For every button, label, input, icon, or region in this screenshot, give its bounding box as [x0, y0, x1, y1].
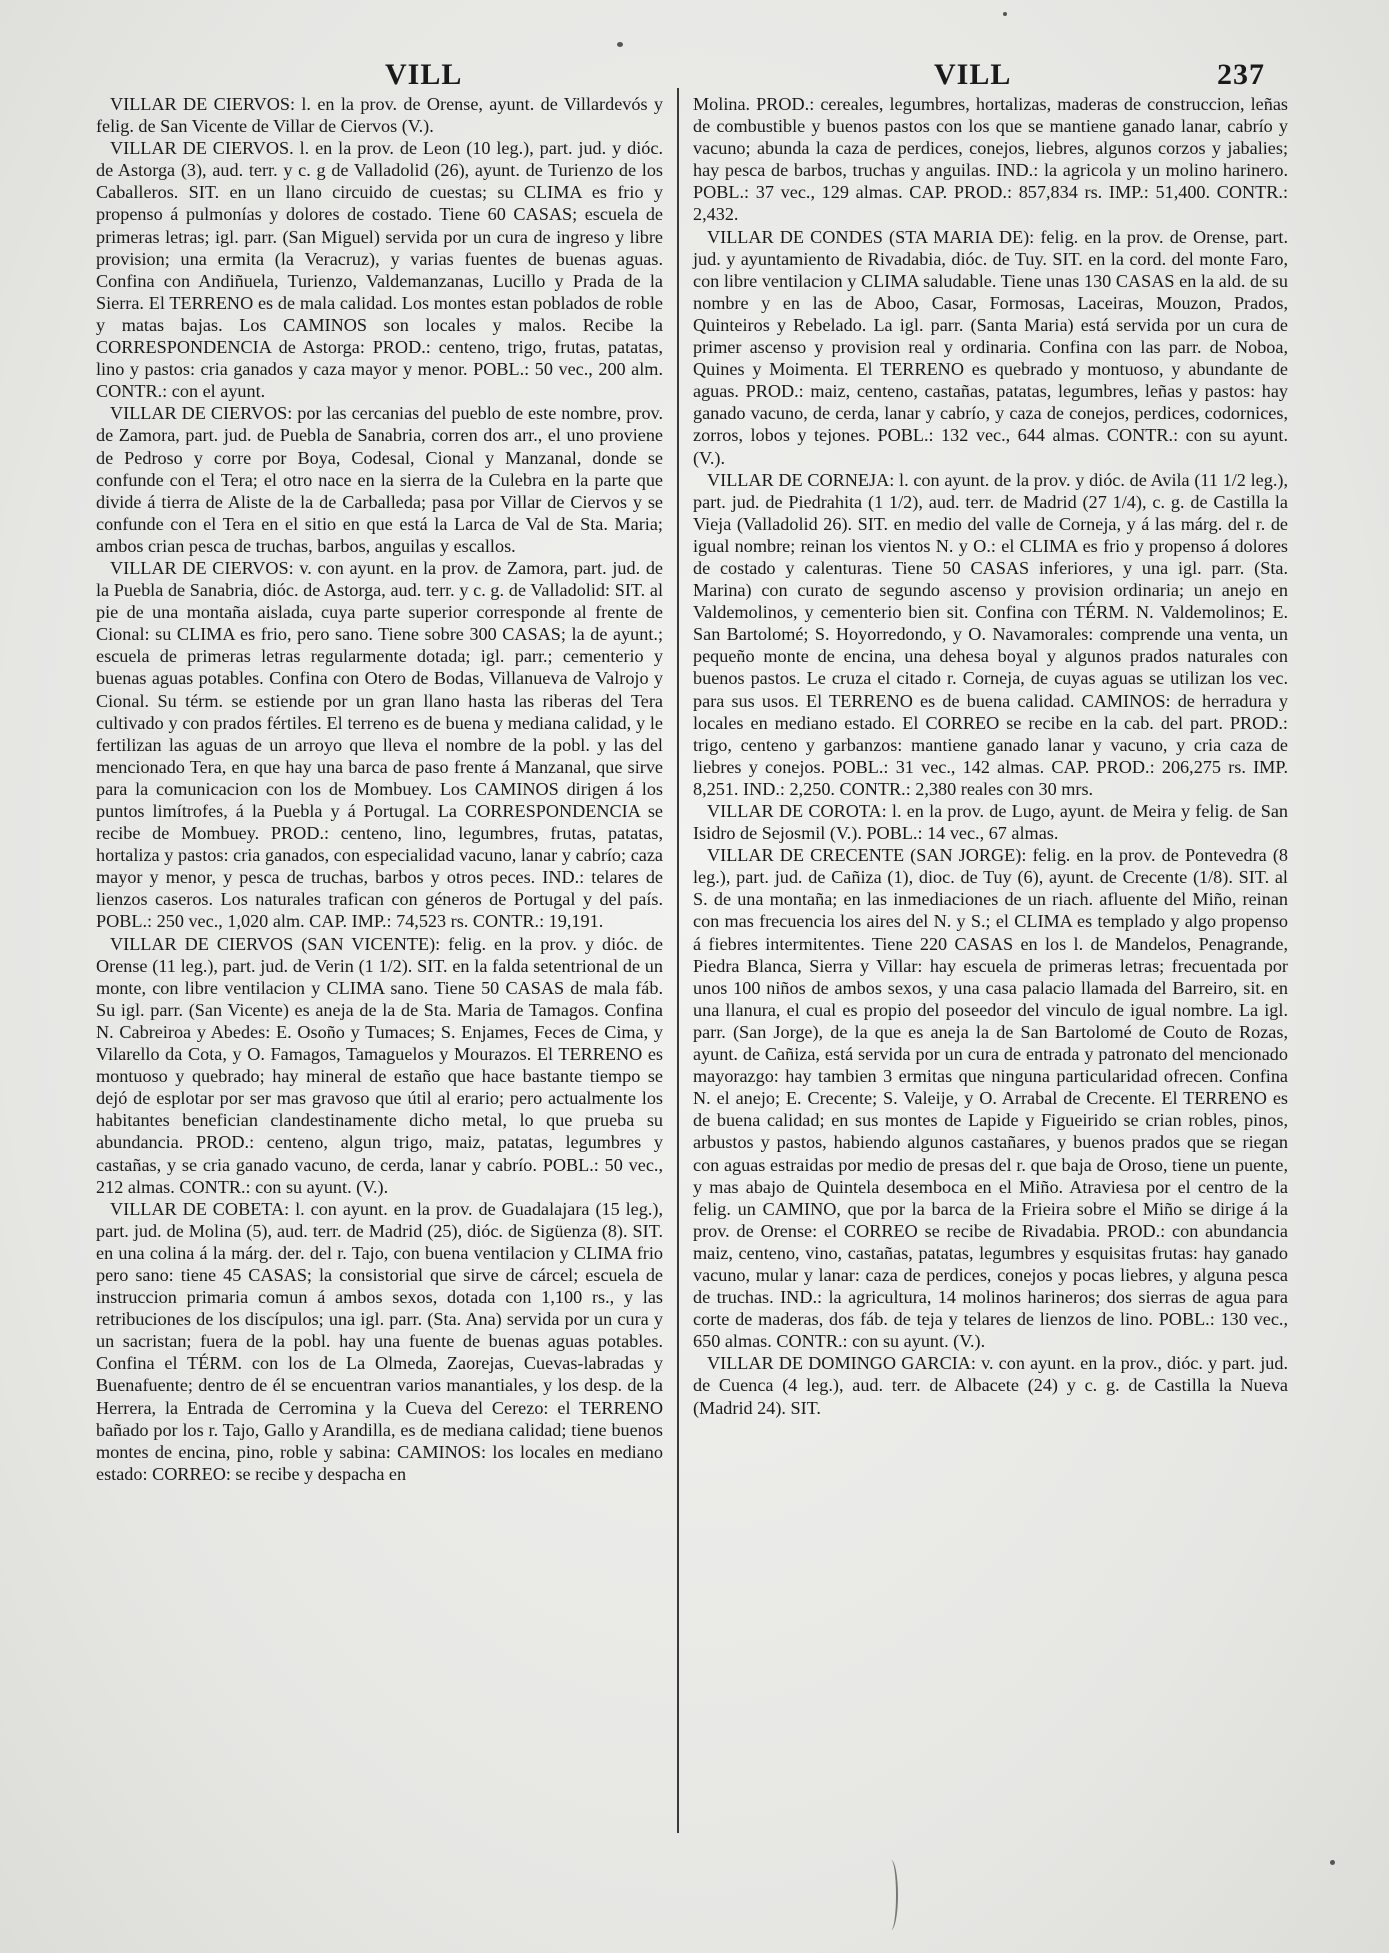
entry-villar-de-ciervos-arroyos: VILLAR DE CIERVOS: por las cercanias del pueblo de este nombre, prov. de Zamora, part. jud. de Puebla de Sanabria, corren dos arr., el uno proviene de Pedroso y corre por Boya, Codesal, Cional y Manzanal, donde se confunde con el Tera; el otro nace en la sierra de la Culebra en la parte que divide á tierra de Aliste de la de Carballeda; pasa por Villar de Ciervos y se confunde con el Tera en el sitio en que está la Larca de Val de Sta. Maria; ambos crian pesca de truchas, barbos, anguilas y escallos.	[96, 403, 663, 556]
entry-villar-de-ciervos-san-vicente: VILLAR DE CIERVOS (SAN VICENTE): felig. en la prov. y dióc. de Orense (11 leg.), part. jud. de Verin (1 1/2). SIT. en la falda setentrional de un monte, con libre ventilacion y CLIMA sano. Tiene 50 CASAS de mala fáb. Su igl. parr. (San Vicente) es aneja de la de Sta. Maria de Tamagos. Confina N. Cabreiroa y Abedes: E. Osoño y Tumaces; S. Enjames, Feces de Cima, y Vilarello da Cota, y O. Famagos, Tamaguelos y Mourazos. El TERRENO es montuoso y quebrado; hay mineral de estaño que hace bastante tiempo se dejó de esplotar por ser mas gravoso que útil al erario; pero actualmente los habitantes benefician clandestinamente dicho metal, lo que prueba su abundancia. PROD.: centeno, algun trigo, maiz, patatas, legumbres y castañas, y se cria ganado vacuno, de cerda, lanar y cabrío. POBL.: 50 vec., 212 almas. CONTR.: con su ayunt. (V.).	[96, 933, 663, 1197]
running-head-right: VILL	[934, 58, 1012, 91]
entry-villar-de-cobeta-continued: Molina. PROD.: cereales, legumbres, hortalizas, maderas de construccion, leñas de combustible y buenos pastos con los que se mantiene ganado lanar, cabrío y vacuno; abunda la caza de perdices, conejos, liebres, algunos corzos y jabalies; hay pesca de barbos, truchas y anguilas. IND.: la agricola y un molino harinero. POBL.: 37 vec., 129 almas. CAP. PROD.: 857,834 rs. IMP.: 51,400. CONTR.: 2,432.	[693, 94, 1288, 225]
entry-villar-de-ciervos-zamora: VILLAR DE CIERVOS: v. con ayunt. en la prov. de Zamora, part. jud. de la Puebla de Sanabria, dióc. de Astorga, aud. terr. y c. g. de Valladolid: SIT. al pie de una montaña aislada, cuya parte superior corresponde al frente de Cional: su CLIMA es frio, pero sano. Tiene sobre 300 CASAS; la de ayunt.; escuela de primeras letras regularmente dotada; igl. parr.; cementerio y buenas aguas potables. Confina con Otero de Bodas, Villanueva de Valrojo y Cional. Su térm. se estiende por un gran llano hasta las riberas del Tera cultivado y con prados fértiles. El terreno es de buena y mediana calidad, y le fertilizan las aguas de un arroyo que lleva el nombre de la pobl. y las del mencionado Tera, en que hay una barca de paso frente á Manzanal, que sirve para la comunicacion con los de Mombuey. Los CAMINOS dirigen á los puntos limítrofes, á la Puebla y á Portugal. La CORRESPONDENCIA se recibe de Mombuey. PROD.: centeno, lino, legumbres, frutas, patatas, hortaliza y pastos: cria ganados, con especialidad vacuno, lanar y cabrío; caza mayor y menor, y pesca de truchas, barbos y otros peces. IND.: telares de lienzos caseros. Los naturales trafican con géneros de Portugal y del país. POBL.: 250 vec., 1,020 alm. CAP. IMP.: 74,523 rs. CONTR.: 19,191.	[96, 557, 663, 932]
right-column	[693, 93, 1288, 1419]
entry-villar-de-ciervos-orense: VILLAR DE CIERVOS: l. en la prov. de Orense, ayunt. de Villardevós y felig. de San Vicente de Villar de Ciervos (V.).	[96, 94, 663, 137]
page-number: 237	[1217, 58, 1265, 91]
entry-villar-de-ciervos-leon: VILLAR DE CIERVOS. l. en la prov. de Leon (10 leg.), part. jud. y dióc. de Astorga (3), aud. terr. y c. g de Valladolid (26), ayunt. de Turienzo de los Caballeros. SIT. en un llano circuido de cuestas; su CLIMA es frio y propenso á pulmonías y dolores de costado. Tiene 60 CASAS; escuela de primeras letras; igl. parr. (San Miguel) servida por un cura de ingreso y libre provision; una ermita (la Veracruz), y varias fuentes de buenas aguas. Confina con Andiñuela, Turienzo, Valdemanzanas, Lucillo y Prada de la Sierra. El TERRENO es de mala calidad. Los montes estan poblados de roble y matas bajas. Los CAMINOS son locales y malos. Recibe la CORRESPONDENCIA de Astorga: PROD.: centeno, trigo, frutas, patatas, lino y pastos: cria ganados y caza mayor y menor. POBL.: 50 vec., 200 alm. CONTR.: con el ayunt.	[96, 138, 663, 402]
entry-villar-de-condes: VILLAR DE CONDES (STA MARIA DE): felig. en la prov. de Orense, part. jud. y ayuntamiento de Rivadabia, dióc. de Tuy. SIT. en la cord. del monte Faro, con libre ventilacion y CLIMA saludable. Tiene unas 130 CASAS en la ald. de su nombre y en las de Aboo, Casar, Formosas, Laceiras, Mouzon, Prados, Quinteiros y Rebelado. La igl. parr. (Santa Maria) está servida por un cura de primer ascenso y provision real y ordinaria. Confina con las parr. de Noboa, Quines y Moimenta. El TERRENO es quebrado y montuoso, y abundante de aguas. PROD.: maiz, centeno, castañas, patatas, legumbres, leñas y pastos: hay ganado vacuno, de cerda, lanar y cabrío, y caza de conejos, perdices, codornices, zorros, lobos y tejones. POBL.: 132 vec., 644 almas. CONTR.: con su ayunt. (V.).	[693, 226, 1288, 468]
left-column	[96, 93, 663, 1485]
column-divider	[677, 88, 679, 1833]
paper-speck	[1003, 12, 1007, 16]
paper-speck	[1330, 1860, 1335, 1865]
entry-villar-de-corota: VILLAR DE COROTA: l. en la prov. de Lugo, ayunt. de Meira y felig. de San Isidro de Sejosmil (V.). POBL.: 14 vec., 67 almas.	[693, 801, 1288, 844]
entry-villar-de-cobeta: VILLAR DE COBETA: l. con ayunt. en la prov. de Guadalajara (15 leg.), part. jud. de Molina (5), aud. terr. de Madrid (25), dióc. de Sigüenza (8). SIT. en una colina á la márg. der. del r. Tajo, con buena ventilacion y CLIMA frio pero sano: tiene 45 CASAS; la consistorial que sirve de cárcel; escuela de instruccion primaria comun á ambos sexos, dotada con 1,100 rs., y las retribuciones de los discípulos; una igl. parr. (Sta. Ana) servida por un cura y un sacristan; fuera de la pobl. hay una fuente de buenas aguas potables. Confina el TÉRM. con los de La Olmeda, Zaorejas, Cuevas-labradas y Buenafuente; dentro de él se encuentran varios manantiales, y los desp. de la Herrera, la Entrada de Cerromina y la Cueva del Cerezo: el TERRENO bañado por los r. Tajo, Gallo y Arandilla, es de mediana calidad; tiene buenos montes de encina, pino, roble y sabina: CAMINOS: los locales en mediano estado: CORREO: se recibe y despacha en	[96, 1198, 663, 1484]
paper-speck	[617, 42, 623, 47]
entry-villar-de-corneja: VILLAR DE CORNEJA: l. con ayunt. de la prov. y dióc. de Avila (11 1/2 leg.), part. jud. de Piedrahita (1 1/2), aud. terr. de Madrid (27 1/4), c. g. de Castilla la Vieja (Valladolid 26). SIT. en medio del valle de Corneja, y á las márg. del r. de igual nombre; reinan los vientos N. y O.: el CLIMA es frio y propenso á dolores de costado y calenturas. Tiene 50 CASAS inferiores, y una igl. parr. (Sta. Marina) con curato de segundo ascenso y provision ordinaria; un anejo en Valdemolinos, y cementerio bien sit. Confina con TÉRM. N. Valdemolinos; E. San Bartolomé; S. Hoyorredondo, y O. Navamorales: comprende una venta, un pequeño monte de encina, una dehesa boyal y algunos prados naturales con buenos pastos. Le cruza el citado r. Corneja, de cuyas aguas se utilizan los vec. para sus usos. El TERRENO es de buena calidad. CAMINOS: de herradura y locales en mediano estado. El CORREO se recibe en la cab. del part. PROD.: trigo, centeno y garbanzos: mantiene ganado lanar y vacuno, y cria caza de liebres y conejos. POBL.: 31 vec., 142 almas. CAP. PROD.: 206,275 rs. IMP. 8,251. IND.: 2,250. CONTR.: 2,380 reales con 30 mrs.	[693, 469, 1288, 799]
running-head-left: VILL	[385, 58, 463, 91]
entry-villar-de-crecente: VILLAR DE CRECENTE (SAN JORGE): felig. en la prov. de Pontevedra (8 leg.), part. jud. de Cañiza (1), dioc. de Tuy (6), ayunt. de Crecente (1/8). SIT. al S. de una montaña; en las inmediaciones de un riach. afluente del Miño, reinan con mas frecuencia los aires del N. y S.; el CLIMA es templado y algo propenso á fiebres intermitentes. Tiene 220 CASAS en los l. de Mandelos, Penagrande, Piedra Blanca, Sierra y Villar: hay escuela de primeras letras; frecuentada por unos 100 niños de ambos sexos, y una casa palacio llamada del Barreiro, sit. en una llanura, el cual es propio del poseedor del vinculo de igual nombre. La igl. parr. (San Jorge), de la que es aneja la de San Bartolomé de Couto de Rozas, ayunt. de Cañiza, está servida por un cura de entrada y patronato del mencionado mayorazgo: hay tambien 3 ermitas que ninguna particularidad ofrecen. Confina N. el anejo; E. Crecente; S. Valeije, y O. Arrabal de Crecente. El TERRENO es de buena calidad; en sus montes de Lapide y Figueirido se crian robles, pinos, arbustos y pastos, habiendo algunos castañares, y buenos prados que se riegan con aguas estraidas por medio de presas del r. que baja de Oroso, tiene un puente, y mas abajo de Quintela desemboca en el Miño. Atraviesa por el centro de la felig. un CAMINO, que por la barca de la Frieira sobre el Miño se dirige á la prov. de Orense: el CORREO se recibe de Rivadabia. PROD.: con abundancia maiz, centeno, vino, castañas, patatas, legumbres y esquisitas frutas: hay ganado vacuno, mular y lanar: caza de perdices, conejos y pocas liebres, y alguna pesca de truchas. IND.: la agricultura, 14 molinos harineros; dos sierras de agua para corte de maderas, dos fáb. de teja y telares de lienzos de lino. POBL.: 130 vec., 650 almas. CONTR.: con su ayunt. (V.).	[693, 845, 1288, 1352]
paper-stain	[884, 1860, 898, 1930]
entry-villar-de-domingo-garcia: VILLAR DE DOMINGO GARCIA: v. con ayunt. en la prov., dióc. y part. jud. de Cuenca (4 leg.), aud. terr. de Albacete (24) y c. g. de Castilla la Nueva (Madrid 24). SIT.	[693, 1353, 1288, 1418]
